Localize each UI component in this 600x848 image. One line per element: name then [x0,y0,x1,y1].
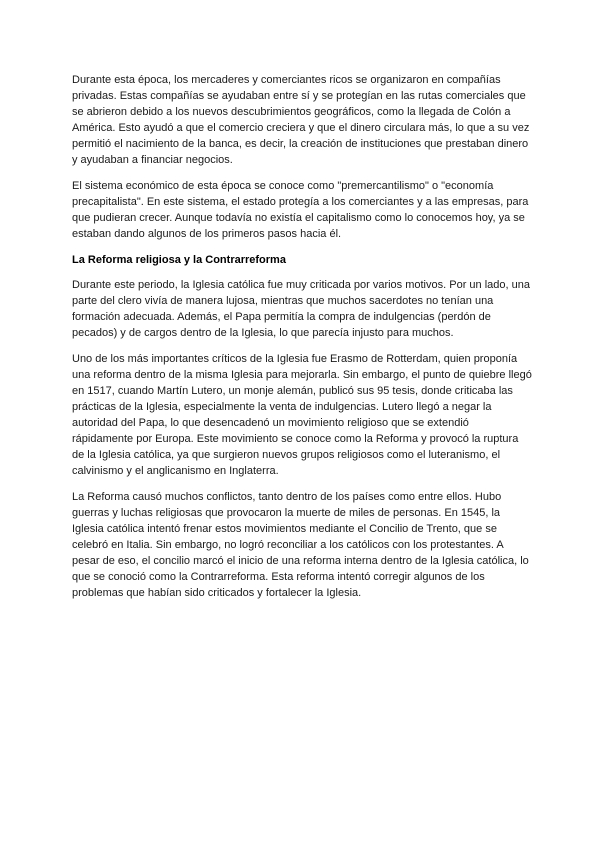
paragraph-counter-reformation: La Reforma causó muchos conflictos, tanto dentro de los países como entre ellos. Hubo guerras y luchas religiosas que provocaron la muerte de miles de personas. En 1545, la Iglesia católica intentó frenar estos movimientos mediante el Concilio de Trento, que se celebró en Italia. Sin embargo, no logró reconciliar a los católicos con los protestantes. A pesar de eso, el concilio marcó el inicio de una reforma interna dentro de la Iglesia católica, lo que se conoció como la Contrarreforma. Esta reforma intentó corregir algunos de los problemas que habían sido criticados y fortalecer la Iglesia. [72,491,529,599]
section-heading: La Reforma religiosa y la Contrarreforma [72,254,286,266]
document-body [72,72,532,611]
paragraph-reformation: Uno de los más importantes críticos de la Iglesia fue Erasmo de Rotterdam, quien proponía una reforma dentro de la misma Iglesia para mejorarla. Sin embargo, el punto de quiebre llegó en 1517, cuando Martín Lutero, un monje alemán, publicó sus 95 tesis, donde criticaba las prácticas de la Iglesia, especialmente la venta de indulgencias. Lutero llegó a negar la autoridad del Papa, lo que desencadenó un movimiento religioso que se extendió rápidamente por Europa. Este movimiento se conoce como la Reforma y provocó la ruptura de la Iglesia católica, ya que surgieron nuevos grupos religiosos como el luteranismo, el calvinismo y el anglicanismo en Inglaterra. [72,353,532,477]
paragraph-merchant-companies: Durante esta época, los mercaderes y comerciantes ricos se organizaron en compañías privadas. Estas compañías se ayudaban entre sí y se protegían en las rutas comerciales que se abrieron debido a los nuevos descubrimientos geográficos, como la llegada de Colón a América. Esto ayudó a que el comercio creciera y que el dinero circulara más, lo que a su vez permitió el nacimiento de la banca, es decir, la creación de instituciones que prestaban dinero y ayudaban a financiar negocios. [72,74,530,166]
paragraph-church-criticism: Durante este periodo, la Iglesia católica fue muy criticada por varios motivos. Por un lado, una parte del clero vivía de manera lujosa, mientras que muchos sacerdotes no tenían una formación adecuada. Además, el Papa permitía la compra de indulgencias (perdón de pecados) y de cargos dentro de la Iglesia, lo que parecía injusto para muchos. [72,279,530,339]
paragraph-economic-system: El sistema económico de esta época se conoce como "premercantilismo" o "economía precapitalista". En este sistema, el estado protegía a los comerciantes y a las empresas, para que pudieran crecer. Aunque todavía no existía el capitalismo como lo conocemos hoy, ya se estaban dando algunos de los primeros pasos hacia él. [72,180,529,240]
